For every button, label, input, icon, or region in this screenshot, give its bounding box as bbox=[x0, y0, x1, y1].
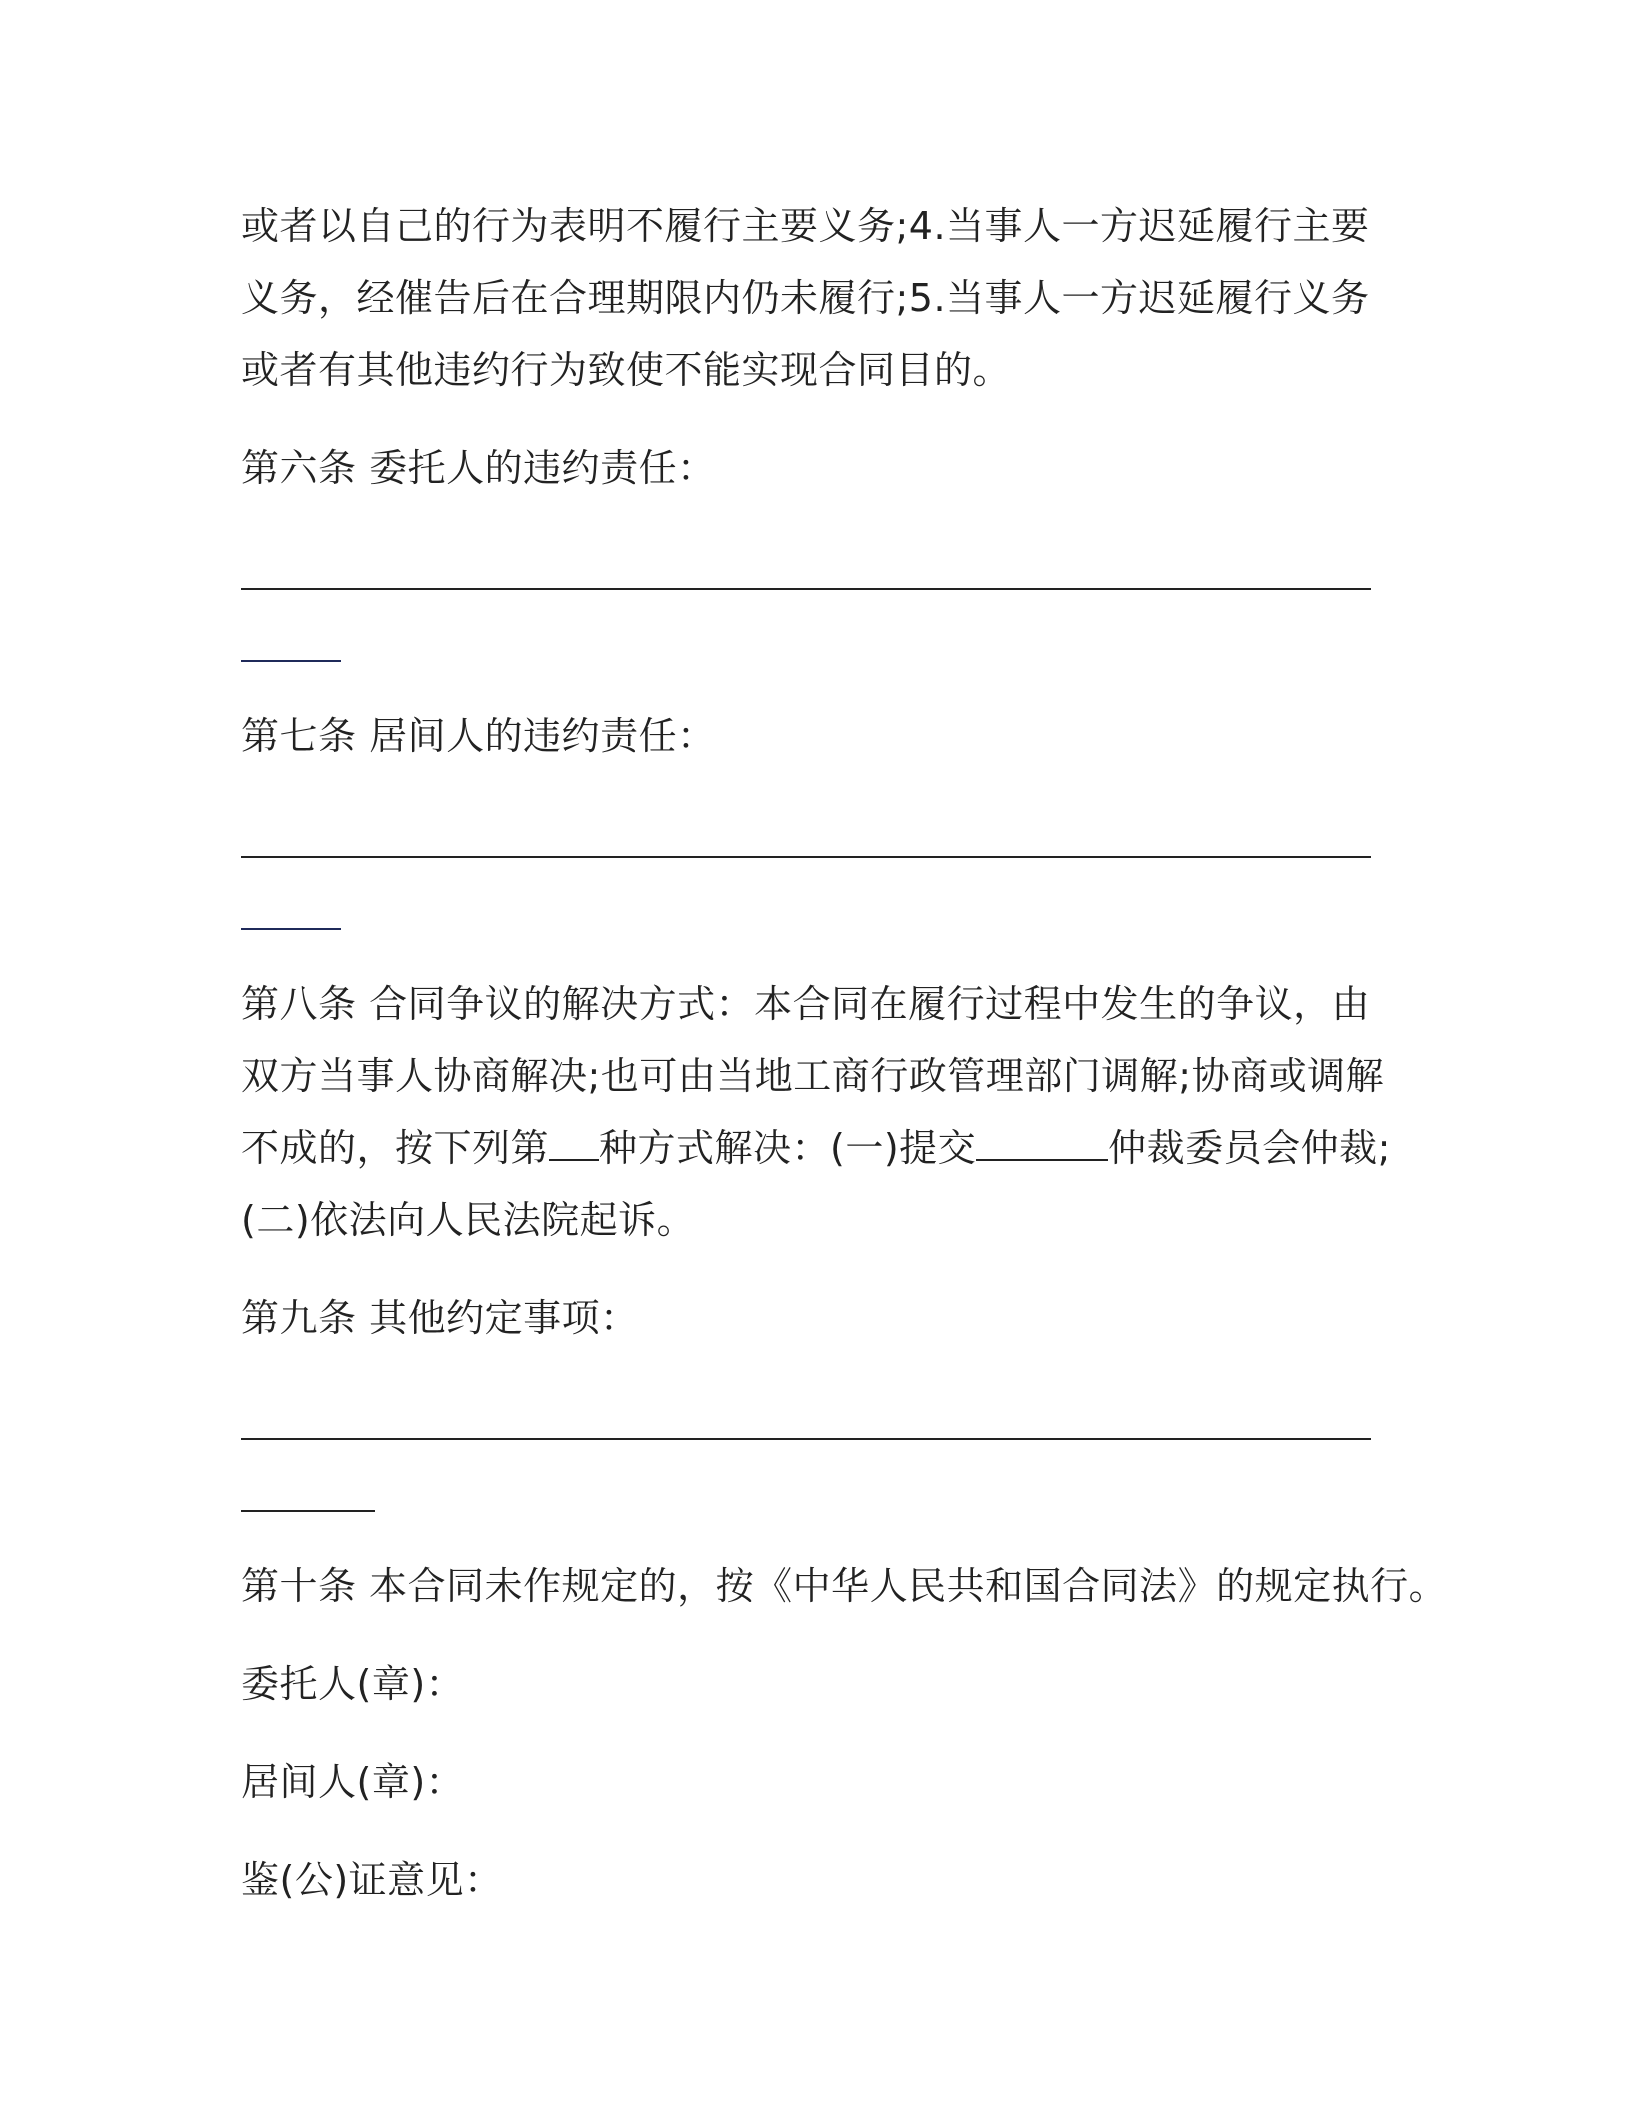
article-6-heading: 第六条 委托人的违约责任： bbox=[241, 446, 716, 490]
fill-line bbox=[241, 1380, 1401, 1452]
intermediary-seal-label: 居间人(章)： bbox=[241, 1760, 465, 1804]
notary-opinion-label: 鉴(公)证意见： bbox=[241, 1858, 503, 1902]
article-8-paragraph bbox=[241, 968, 1401, 1256]
article-8-text-1: 第八条 合同争议的解决方式：本合同在履行过程中发生的争议，由双方当事人协商解决;也可由当地工商行政管理部门调解;协商或调解不成的，按下列第 bbox=[241, 982, 1385, 1170]
fill-line bbox=[241, 870, 1401, 942]
article-8-text-3: 仲裁委员会仲裁;(二)依法向人民法院起诉。 bbox=[241, 1126, 1391, 1242]
fill-line bbox=[241, 530, 1401, 602]
article-9-heading: 第九条 其他约定事项： bbox=[241, 1296, 639, 1340]
continuation-paragraph: 或者以自己的行为表明不履行主要义务;4.当事人一方迟延履行主要义务，经催告后在合理期限内仍未履行;5.当事人一方迟延履行义务或者有其他违约行为致使不能实现合同目的。 bbox=[241, 204, 1370, 392]
method-number-blank[interactable] bbox=[549, 1129, 599, 1161]
article-7-heading: 第七条 居间人的违约责任： bbox=[241, 714, 716, 758]
article-8-text-2: 种方式解决：(一)提交 bbox=[599, 1126, 977, 1170]
fill-line bbox=[241, 798, 1401, 870]
principal-seal-label: 委托人(章)： bbox=[241, 1662, 465, 1706]
fill-line bbox=[241, 1452, 1401, 1524]
arbitration-commission-blank[interactable] bbox=[976, 1129, 1108, 1161]
article-7-fill-area[interactable] bbox=[241, 798, 1401, 942]
article-9-fill-area[interactable] bbox=[241, 1380, 1401, 1524]
fill-line bbox=[241, 602, 1401, 674]
article-6-fill-area[interactable] bbox=[241, 530, 1401, 674]
article-10-text: 第十条 本合同未作规定的，按《中华人民共和国合同法》的规定执行。 bbox=[241, 1564, 1448, 1608]
document-page bbox=[241, 190, 1448, 1942]
